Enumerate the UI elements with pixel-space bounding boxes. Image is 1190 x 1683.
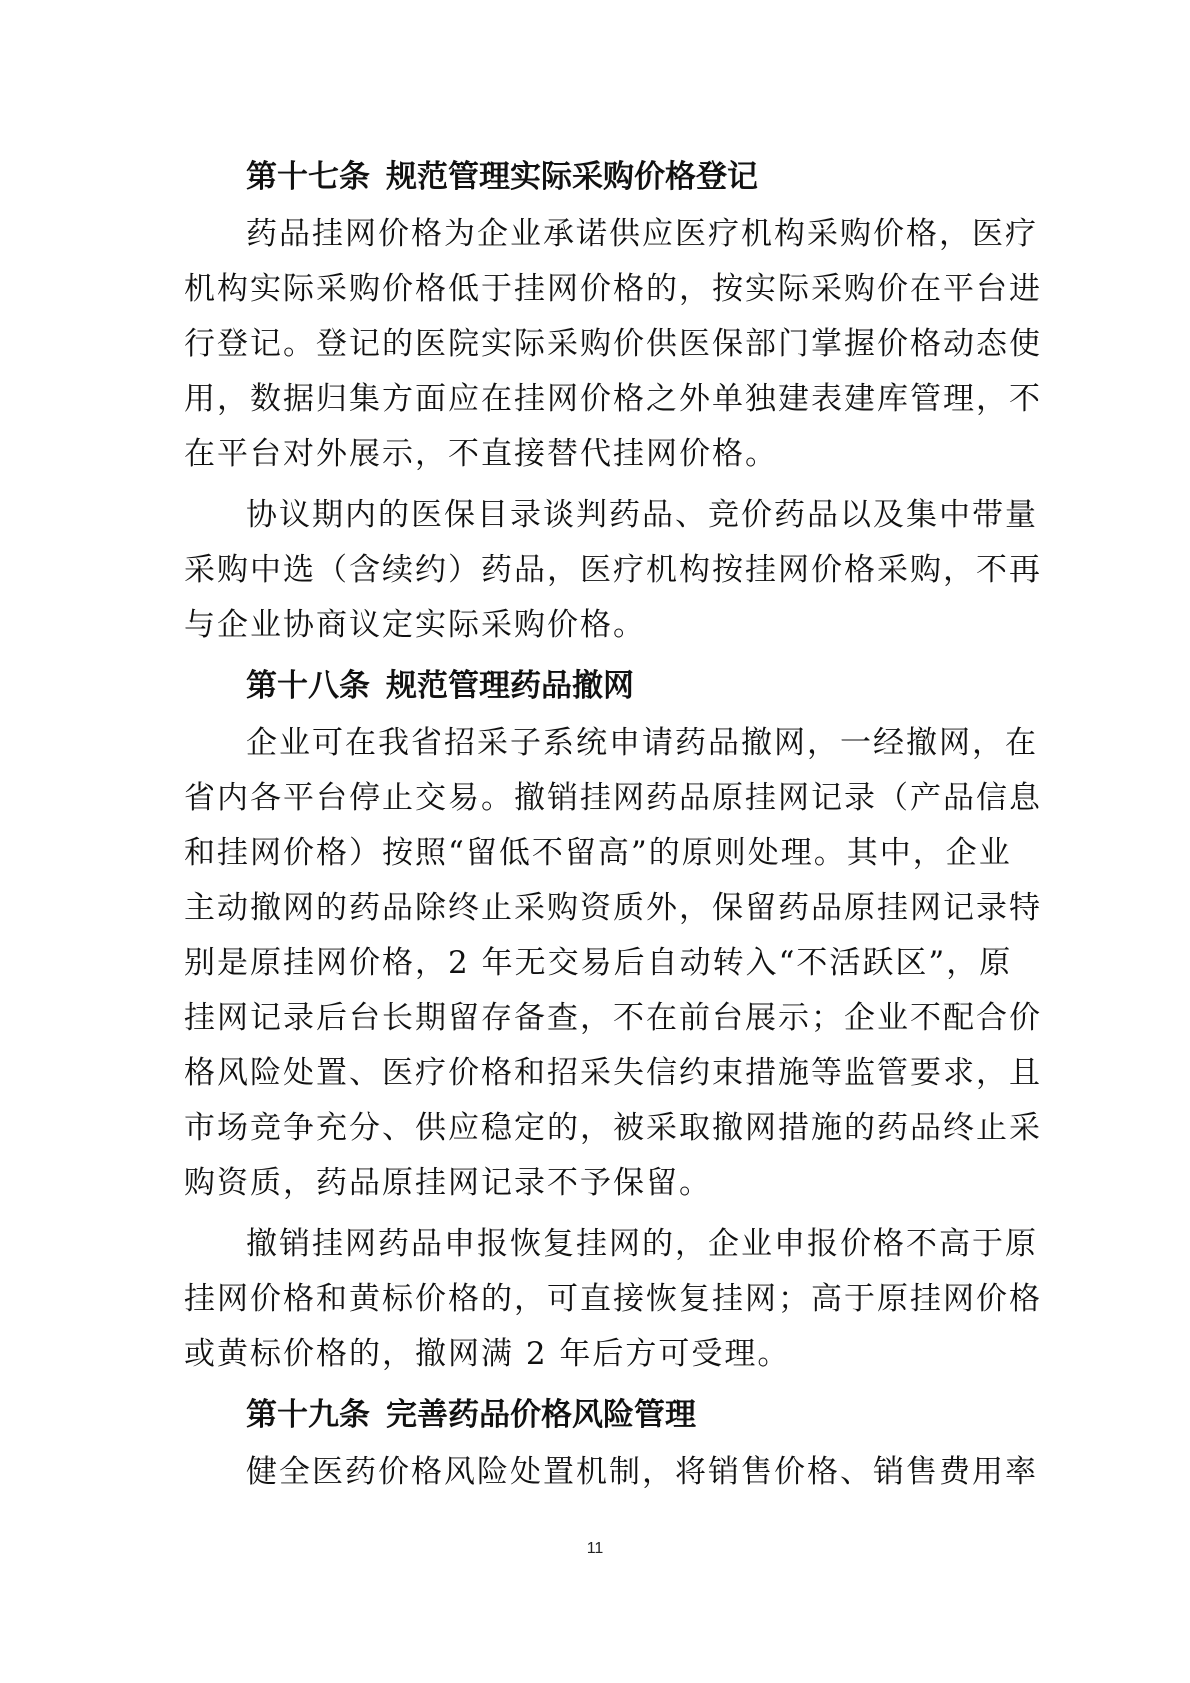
text-line: 别是原挂网价格，2 年无交易后自动转入“不活跃区”，原 [184,945,1013,981]
text-line: 省内各平台停止交易。撤销挂网药品原挂网记录（产品信息 [184,780,1042,816]
page-number: 11 [586,1540,604,1557]
paragraph [184,716,1042,1211]
article-number: 第十七条 [246,159,370,195]
section-heading [184,659,1010,714]
document-body [184,148,1042,1506]
text-line: 购资质，药品原挂网记录不予保留。 [184,1165,712,1201]
article-title: 规范管理实际采购价格登记 [386,159,758,195]
text-line: 挂网价格和黄标价格的，可直接恢复挂网；高于原挂网价格 [184,1281,1042,1317]
text-line: 健全医药价格风险处置机制，将销售价格、销售费用率 [246,1454,1038,1490]
text-line: 药品挂网价格为企业承诺供应医疗机构采购价格，医疗 [246,216,1038,252]
text-line: 挂网记录后台长期留存备查，不在前台展示；企业不配合价 [184,1000,1042,1036]
text-line: 和挂网价格）按照“留低不留高”的原则处理。其中，企业 [184,835,1012,871]
text-line: 在平台对外展示，不直接替代挂网价格。 [184,436,778,472]
text-line: 市场竞争充分、供应稳定的，被采取撤网措施的药品终止采 [184,1110,1042,1146]
section-heading [184,1388,1010,1443]
article-title: 完善药品价格风险管理 [386,1397,696,1433]
paragraph [184,1217,1042,1382]
text-line: 采购中选（含续约）药品，医疗机构按挂网价格采购，不再 [184,552,1042,588]
text-line: 行登记。登记的医院实际采购价供医保部门掌握价格动态使 [184,326,1042,362]
text-line: 企业可在我省招采子系统申请药品撤网，一经撤网，在 [246,725,1038,761]
text-line: 或黄标价格的，撤网满 2 年后方可受理。 [184,1336,791,1372]
text-line: 与企业协商议定实际采购价格。 [184,607,646,643]
article-number: 第十九条 [246,1397,370,1433]
text-line: 撤销挂网药品申报恢复挂网的，企业申报价格不高于原 [246,1226,1038,1262]
paragraph [184,207,1042,482]
article-number: 第十八条 [246,668,370,704]
text-line: 协议期内的医保目录谈判药品、竞价药品以及集中带量 [246,497,1038,533]
text-line: 主动撤网的药品除终止采购资质外，保留药品原挂网记录特 [184,890,1042,926]
paragraph [184,488,1042,653]
text-line: 用，数据归集方面应在挂网价格之外单独建表建库管理，不 [184,381,1042,417]
text-line: 格风险处置、医疗价格和招采失信约束措施等监管要求，且 [184,1055,1042,1091]
text-line: 机构实际采购价格低于挂网价格的，按实际采购价在平台进 [184,271,1042,307]
paragraph [184,1445,1038,1500]
section-heading [184,150,1010,205]
article-title: 规范管理药品撤网 [386,668,634,704]
